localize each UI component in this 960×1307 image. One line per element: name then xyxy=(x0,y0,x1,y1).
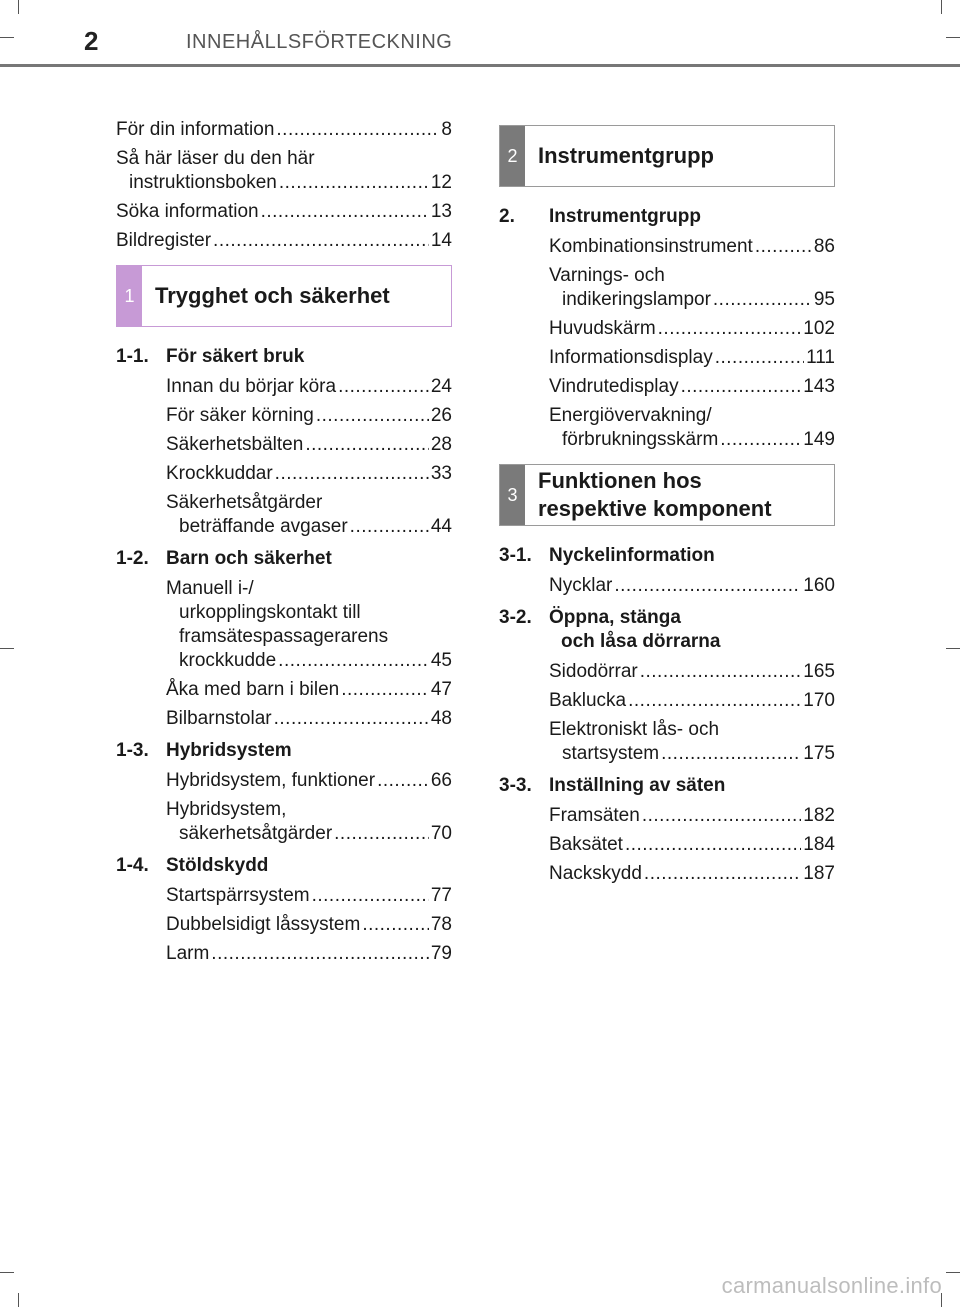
toc-entry[interactable]: Nycklar ..... 160 xyxy=(549,574,835,598)
page-header xyxy=(0,0,960,66)
chapter-number: 3 xyxy=(500,465,525,525)
toc-left-column xyxy=(116,118,452,971)
toc-entry[interactable]: Hybridsystem, säkerhetsåtgärder ..... 70 xyxy=(166,798,452,846)
toc-entry[interactable]: Varnings- och indikeringslampor ..... 95 xyxy=(549,264,835,312)
header-divider xyxy=(0,64,960,67)
toc-entry[interactable]: Vindrutedisplay ..... 143 xyxy=(549,375,835,399)
chapter-2-header[interactable] xyxy=(499,125,835,187)
section-heading[interactable]: 1-1. För säkert bruk xyxy=(116,346,305,367)
chapter-title: Trygghet och säkerhet xyxy=(155,283,390,308)
toc-right-column xyxy=(499,125,835,891)
chapter-title: Instrumentgrupp xyxy=(538,143,714,168)
toc-entry[interactable]: För säker körning ..... 26 xyxy=(166,404,452,428)
crop-mark xyxy=(946,1272,960,1273)
toc-entry[interactable]: Manuell i-/ urkopplingskontakt till framsätespassagerarens krockkudde ..... 45 xyxy=(166,577,452,673)
toc-entry[interactable]: Kombinationsinstrument ..... 86 xyxy=(549,235,835,259)
toc-entry[interactable]: Innan du börjar köra ..... 24 xyxy=(166,375,452,399)
section-heading[interactable]: 1-2. Barn och säkerhet xyxy=(116,548,332,569)
toc-entry[interactable]: Elektroniskt lås- och startsystem ..... 175 xyxy=(549,718,835,766)
toc-entry[interactable]: För din information ..... 8 xyxy=(116,118,452,142)
section-heading[interactable]: 3-3. Inställning av säten xyxy=(499,775,726,796)
section-heading[interactable]: 1-4. Stöldskydd xyxy=(116,855,269,876)
toc-entry[interactable]: Sidodörrar ..... 165 xyxy=(549,660,835,684)
toc-entry[interactable]: Hybridsystem, funktioner ..... 66 xyxy=(166,769,452,793)
page-number: 2 xyxy=(84,26,99,56)
watermark: carmanualsonline.info xyxy=(721,1273,942,1298)
toc-entry[interactable]: Åka med barn i bilen ..... 47 xyxy=(166,678,452,702)
chapter-number: 1 xyxy=(117,266,142,326)
toc-entry[interactable]: Krockkuddar ..... 33 xyxy=(166,462,452,486)
toc-entry[interactable]: Energiövervakning/ förbrukningsskärm ..... 149 xyxy=(549,404,835,452)
crop-mark xyxy=(0,648,14,649)
page-title: INNEHÅLLSFÖRTECKNING xyxy=(186,31,453,53)
section-heading[interactable]: 2. Instrumentgrupp xyxy=(499,206,701,227)
toc-entry[interactable]: Nackskydd ..... 187 xyxy=(549,862,835,886)
toc-entry[interactable]: Informationsdisplay ..... 111 xyxy=(549,346,835,370)
toc-entry[interactable]: Bilbarnstolar ..... 48 xyxy=(166,707,452,731)
toc-entry[interactable]: Startspärrsystem ..... 77 xyxy=(166,884,452,908)
crop-mark xyxy=(18,1293,19,1307)
crop-mark xyxy=(0,1272,14,1273)
toc-entry[interactable]: Så här läser du den här instruktionsboken ..... 12 xyxy=(116,147,452,195)
toc-entry[interactable]: Säkerhetsåtgärder beträffande avgaser ..... 44 xyxy=(166,491,452,539)
crop-mark xyxy=(946,648,960,649)
toc-entry[interactable]: Framsäten ..... 182 xyxy=(549,804,835,828)
section-heading[interactable]: 1-3. Hybridsystem xyxy=(116,740,292,761)
toc-entry[interactable]: Säkerhetsbälten ..... 28 xyxy=(166,433,452,457)
section-heading[interactable]: 3-2. Öppna, stänga och låsa dörrarna xyxy=(499,607,721,652)
chapter-number: 2 xyxy=(500,126,525,186)
chapter-3-header[interactable] xyxy=(499,464,835,526)
toc-entry[interactable]: Bildregister ..... 14 xyxy=(116,229,452,253)
section-heading[interactable]: 3-1. Nyckelinformation xyxy=(499,545,715,566)
toc-entry[interactable]: Söka information ..... 13 xyxy=(116,200,452,224)
toc-entry[interactable]: Larm ..... 79 xyxy=(166,942,452,966)
toc-entry[interactable]: Dubbelsidigt låssystem ..... 78 xyxy=(166,913,452,937)
toc-entry[interactable]: Baksätet ..... 184 xyxy=(549,833,835,857)
chapter-title: Funktionen hos respektive komponent xyxy=(538,468,772,521)
toc-entry[interactable]: Baklucka ..... 170 xyxy=(549,689,835,713)
toc-entry[interactable]: Huvudskärm ..... 102 xyxy=(549,317,835,341)
chapter-1-header[interactable] xyxy=(116,265,452,327)
